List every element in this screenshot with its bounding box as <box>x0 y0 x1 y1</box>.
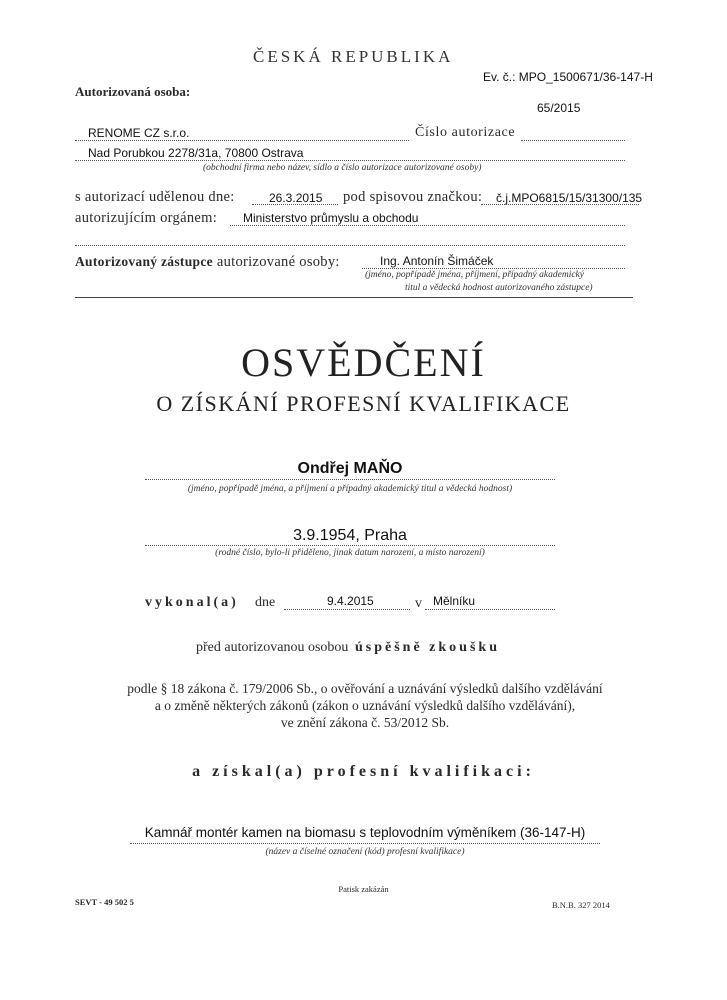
granted-label: s autorizací udělenou dne: <box>75 189 235 205</box>
file-number: č.j.MPO6815/15/31300/135 <box>496 191 643 205</box>
granted-date: 26.3.2015 <box>269 191 323 205</box>
company-name: RENOME CZ s.r.o. <box>88 126 190 140</box>
holder-name-dotted-line <box>145 479 555 480</box>
holder-birth-dotted-line <box>145 545 555 546</box>
qualification-caption: (název a číselné označení (kód) profesní kvalifikace) <box>265 847 465 857</box>
evidence-number: Ev. č.: MPO_1500671/36-147-H <box>483 70 653 84</box>
successful-exam-text: úspěšně zkoušku <box>355 640 500 655</box>
qualification-dotted-line <box>130 843 600 844</box>
law-line-1: podle § 18 zákona č. 179/2006 Sb., o ověřování a uznávání výsledků dalšího vzdělávání <box>127 681 603 696</box>
qualification-heading: a získal(a) profesní kvalifikaci: <box>192 763 535 780</box>
company-address: Nad Porubkou 2278/31a, 70800 Ostrava <box>88 146 304 160</box>
representative-label-bold: Autorizovaný zástupce <box>75 254 213 269</box>
representative-dotted-line <box>362 268 625 269</box>
law-line-2: a o změně některých zákonů (zákon o uznávání výsledků dalšího vzdělávání), <box>154 698 576 713</box>
representative-label-rest: autorizované osoby: <box>216 254 340 270</box>
completed-label: vykonal(a) <box>145 595 239 610</box>
date-label: dne <box>255 595 276 610</box>
holder-birth: 3.9.1954, Praha <box>293 527 407 544</box>
bnb-code: B.N.B. 327 2014 <box>552 900 610 910</box>
qualification-name: Kamnář montér kamen na biomasu s teplovodním výměníkem (36-147-H) <box>144 825 586 840</box>
country-heading: ČESKÁ REPUBLIKA <box>253 47 454 66</box>
exam-place: Mělníku <box>433 594 476 608</box>
holder-birth-caption: (rodné číslo, bylo-li přiděleno, jinak datum narození, a místo narození) <box>215 548 485 558</box>
authorized-person-label: Autorizovaná osoba: <box>75 84 191 99</box>
address-dotted-line <box>75 160 625 161</box>
sevt-code: SEVT - 49 502 5 <box>75 897 134 907</box>
before-authorized-text: před autorizovanou osobou <box>196 640 349 655</box>
company-dotted-line <box>75 140 409 141</box>
certificate-title: OSVĚDČENÍ <box>241 340 486 385</box>
place-label: v <box>415 596 422 611</box>
authorization-number-label: Číslo autorizace <box>415 125 516 140</box>
authorizing-body: Ministerstvo průmyslu a obchodu <box>243 211 419 225</box>
representative-name: Ing. Antonín Šimáček <box>380 254 494 268</box>
holder-name: Ondřej MAŇO <box>297 460 403 477</box>
exam-date-dotted-line <box>284 609 410 610</box>
blank-dotted-line <box>75 245 625 246</box>
authorizing-body-label: autorizujícím orgánem: <box>75 210 218 226</box>
address-caption: (obchodní firma nebo název, sídlo a číslo autorizace autorizované osoby) <box>203 163 482 173</box>
representative-caption-2: titul a vědecká hodnost autorizovaného zástupce) <box>405 283 593 293</box>
exam-date: 9.4.2015 <box>327 594 374 608</box>
law-line-3: ve znění zákona č. 53/2012 Sb. <box>280 715 450 730</box>
representative-caption-1: (jméno, popřípadě jména, příjmení, případný akademický <box>365 270 584 280</box>
file-number-label: pod spisovou značkou: <box>343 189 483 205</box>
evidence-year: 65/2015 <box>537 101 581 115</box>
representative-label <box>75 254 340 271</box>
certificate-subtitle: O ZÍSKÁNÍ PROFESNÍ KVALIFIKACE <box>156 391 571 416</box>
header-separator <box>75 297 633 298</box>
authorization-number-dotted-line <box>521 140 625 141</box>
authorizing-body-dotted-line <box>230 225 625 226</box>
reprint-forbidden: Patisk zakázán <box>338 884 389 894</box>
holder-name-caption: (jméno, popřípadě jména, a příjmení a případný akademický titul a vědecká hodnost) <box>187 484 513 494</box>
exam-place-dotted-line <box>425 609 555 610</box>
